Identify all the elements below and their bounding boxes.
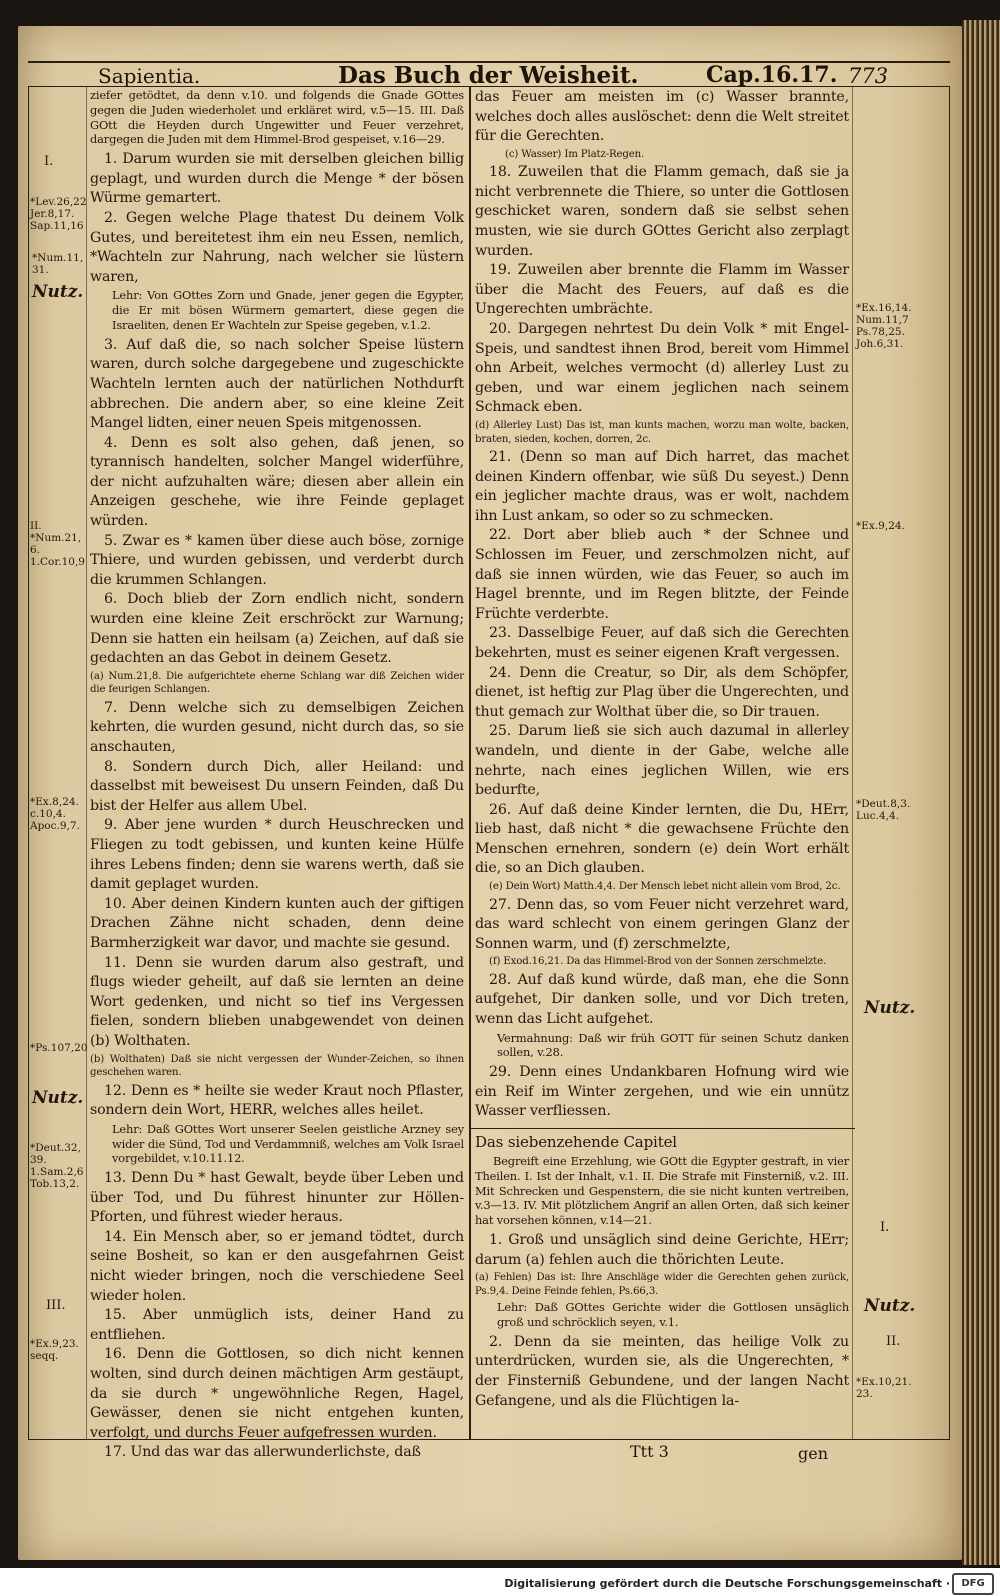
left-margin-ref-lev: *Lev.26,22 Jer.8,17. Sap.11,16 [30, 196, 87, 232]
verse-7: 7. Denn welche sich zu demselbigen Zeichen kehrten, die wurden gesund, nicht durch das, so sie anschauten, [90, 699, 464, 756]
verse-4: 4. Denn es solt also gehen, daß jenen, so tyrannisch handelten, solcher Mangel widerführe, der nicht aufzuhalten wäre; diesen aber allein ein Anzeigen geschehe, wie ihre Feinde geplaget würden. [90, 434, 464, 530]
running-head-chapter: Cap.16.17. [706, 62, 838, 88]
footnote-b: (b) Wolthaten) Daß sie nicht vergessen der Wunder-Zeichen, so ihnen geschehen waren. [90, 1053, 464, 1079]
footnote-c: (c) Wasser) Im Platz-Regen. [505, 148, 645, 160]
right-margin-section-II: II. [886, 1334, 901, 1349]
right-margin-section-I: I. [880, 1220, 890, 1235]
verse-17: 17. Und das war das allerwunderlichste, daß [104, 1444, 421, 1461]
right-margin-ref-deut: *Deut.8,3. Luc.4,4. [856, 798, 911, 822]
left-margin-section-III: III. [46, 1298, 66, 1313]
footnote-f: (f) Exod.16,21. Da das Himmel-Brod von der Sonnen zerschmelzte. [489, 956, 827, 968]
verse-8: 8. Sondern durch Dich, aller Heiland: und dasselbst mit beweisest Du unsern Feinden, daß Du bist der Helfer aus allem Ubel. [90, 758, 464, 814]
left-margin-divider [86, 86, 87, 1440]
running-head-title: Das Buch der Weisheit. [338, 62, 639, 89]
chapter-17-verse-1: 1. Groß und unsäglich sind deine Gerichte, HErr; darum (a) fehlen auch die thörichten Leute. [475, 1231, 849, 1268]
left-margin-ref-ps: *Ps.107,20 [30, 1042, 88, 1054]
dfg-logo: DFG [952, 1573, 994, 1595]
verse-18: 18. Zuweilen that die Flamm gemach, daß sie ja nicht verbrennete die Thiere, so unter die Gottlosen geschicket waren, sondern daß sie selbst sehen musten, wie sie durch GOttes Gericht also zerplagt wurden. [475, 164, 849, 259]
right-margin-nutz: Nutz. [864, 998, 916, 1018]
verse-16: 16. Denn die Gottlosen, so dich nicht kennen wolten, sind durch deinen mächtigen Arm gestäupt, da sie durch * ungewöhnliche Regen, Hagel, Gewässer, denen sie nicht entgehen kunten, verfolgt, und durchs Feuer aufgefressen wurden. [90, 1346, 464, 1441]
page-number: 773 [848, 64, 889, 88]
chapter-17-summary: Begreift eine Erzehlung, wie GOtt die Egypter gestraft, in vier Theilen. I. Ist der Inhalt, v.1. II. Die Strafe mit Finsterniß, v.2. III. Mit Schrecken und Gespenstern, die sie nicht kunten vertreiben, v.3—13. IV. Mit plötzlichem Angrif an allen Orten, daß sich keiner hat vorsehen können, v.14—21. [475, 1154, 849, 1228]
verse-5: 5. Zwar es * kamen über diese auch böse, zornige Thiere, und wurden gebissen, und verderbt durch die krummen Schlangen. [90, 532, 464, 588]
right-margin-divider [852, 86, 853, 1440]
verse-13: 13. Denn Du * hast Gewalt, beyde über Leben und über Tod, und Du führest hinunter zur Höllen-Pforten, und führest wieder heraus. [90, 1170, 464, 1226]
verse-1: 1. Darum wurden sie mit derselben gleichen billig geplagt, und wurden durch die Menge * der bösen Würme gemartert. [90, 151, 464, 207]
lehr-note: Lehr: Von GOttes Zorn und Gnade, jener gegen die Egypter, die Er mit bösen Würmern gemartert, diese gegen die Israeliten, denen Er Wachteln zur Speise gegeben, v.1.2. [112, 288, 464, 332]
verse-15: 15. Aber unmüglich ists, deiner Hand zu entfliehen. [90, 1307, 464, 1343]
lehr-note-2: Lehr: Daß GOttes Wort unserer Seelen geistliche Arzney sey wider die Sünd, Tod und Verdammniß, welches am Volk Israel vorgebildet, v.10.11.12. [112, 1121, 464, 1166]
verse-25: 25. Darum ließ sie sich auch dazumal in allerley wandeln, und diente in der Gabe, welche alle nehrte, nach eines jeglichen Willen, wie ers bedurfte, [475, 723, 849, 799]
chapter-17-verse-2: 2. Denn da sie meinten, das heilige Volk zu unterdrücken, wurden sie, als die Ungerechten, * der Finsterniß Gebundene, und der langen Nacht Gefangene, und als die Flüchtigen la- [475, 1333, 849, 1409]
dfg-credit: Digitalisierung gefördert durch die Deutsche Forschungsgemeinschaft · [504, 1577, 950, 1590]
footnote-e: (e) Dein Wort) Matth.4,4. Der Mensch lebet nicht allein vom Brod, 2c. [489, 881, 841, 893]
verse-6: 6. Doch blieb der Zorn endlich nicht, sondern wurden eine kleine Zeit erschröckt zur Warnung; Denn sie hatten ein heilsam (a) Zeichen, auf daß sie gedachten an das Gebot in deinem Gesetz. [90, 591, 464, 667]
right-margin-ref-ex16: *Ex.16,14. Num.11,7 Ps.78,25. Joh.6,31. [856, 302, 912, 350]
footnote-d: (d) Allerley Lust) Das ist, man kunts machen, worzu man wolte, backen, braten, sieden, kochen, dorren, 2c. [475, 420, 849, 445]
vermahnung-note: Vermahnung: Daß wir früh GOTT für seinen Schutz danken sollen, v.28. [497, 1030, 849, 1060]
right-margin-ref-ex10: *Ex.10,21. 23. [856, 1376, 912, 1400]
verse-17-continued: das Feuer am meisten im (c) Wasser brannte, welches doch alles auslöschet: denn die Welt streitet für die Gerechten. [475, 89, 849, 145]
left-margin-nutz-2: Nutz. [32, 1088, 84, 1108]
verse-19: 19. Zuweilen aber brennte die Flamm im Wasser über die Macht des Feuers, auf daß es die Ungerechten umbrächte. [475, 262, 849, 318]
verse-26: 26. Auf daß deine Kinder lernten, die Du, HErr, lieb hast, daß nicht * die gewachsene Früchte den Menschen ernehren, sondern (e) dein Wort erhält die, so an Dich glauben. [475, 801, 849, 877]
verse-22: 22. Dort aber blieb auch * der Schnee und Schlossen im Feuer, und zerschmolzen nicht, auf daß sie innen würden, wie das Feuer, so auch im Hagel brennte, und im Regen blitzte, der Feinde Früchte verderbte. [475, 527, 849, 622]
right-column [475, 88, 849, 1411]
verse-20: 20. Dargegen nehrtest Du dein Volk * mit Engel-Speis, und sandtest ihnen Brod, bereit vom Himmel ohn Arbeit, welches vermocht (d) allerley Lust zu geben, und war einem jeglichen nach seinem Schmack eben. [475, 321, 849, 416]
verse-14: 14. Ein Mensch aber, so er jemand tödtet, durch seine Bosheit, so kan er den ausgefahrnen Geist nicht wieder bringen, noch die verschiedene Seel wieder holen. [90, 1228, 464, 1304]
left-margin-ref-ex9: *Ex.9,23. seqq. [30, 1338, 79, 1362]
chapter-17-footnote-a: (a) Fehlen) Das ist: Ihre Anschläge wider die Gerechten gehen zurück, Ps.9,4. Deine Feinde fehlen, Ps.66,3. [475, 1272, 849, 1297]
verse-3: 3. Auf daß die, so nach solcher Speise lüstern waren, durch solche dargegebene und zugeschickte Wachteln lernten auch der natürlichen Nothdurft abbrechen. Die andern aber, so eine kleine Zeit Mangel lidten, einer neuen Speis mitgenossen. [90, 336, 464, 432]
book-page [18, 26, 962, 1560]
left-margin-section-II: II. *Num.21, 6. 1.Cor.10,9 [30, 520, 85, 568]
catchword: gen [798, 1444, 829, 1463]
verse-23: 23. Dasselbige Feuer, auf daß sich die Gerechten bekehrten, must es seiner eigenen Kraft vergessen. [475, 625, 849, 661]
chapter-divider [469, 1128, 855, 1129]
chapter-17-lehr: Lehr: Daß GOttes Gerichte wider die Gottlosen unsäglich groß und schröcklich seyen, v.1. [497, 1300, 849, 1329]
verse-12: 12. Denn es * heilte sie weder Kraut noch Pflaster, sondern dein Wort, HERR, welches alles heilet. [90, 1082, 464, 1119]
chapter-summary-tail: ziefer getödtet, da denn v.10. und folgends die Gnade GOttes gegen die Juden wiederholet und erkläret wird, v.5—15. III. Daß GOtt die Heyden durch Ungewitter und Feuer verzehret, dargegen die Juden mit dem Himmel-Brod gespeiset, v.16—29. [90, 88, 464, 147]
right-margin-nutz-2: Nutz. [864, 1296, 916, 1316]
running-head-left: Sapientia. [98, 64, 201, 88]
verse-21: 21. (Denn so man auf Dich harret, das machet deinen Kindern offenbar, wie süß Du seyest.) Denn ein jeglicher machte draus, was er wolt, nachdem ihn Lust ankam, so oder so zu schmecken. [475, 449, 849, 524]
left-margin-section-I: I. [44, 154, 54, 169]
right-margin-ref-ex9: *Ex.9,24. [856, 520, 905, 532]
verse-9: 9. Aber jene wurden * durch Heuschrecken und Fliegen zu todt gebissen, und kunten keine Hülfe ihres Lebens finden; denn sie warens werth, daß sie damit geplaget wurden. [90, 817, 464, 893]
column-divider [469, 86, 471, 1440]
left-margin-ref-deut: *Deut.32, 39. 1.Sam.2,6 Tob.13,2. [30, 1142, 84, 1190]
left-margin-ref-num: *Num.11, 31. [32, 252, 84, 276]
verse-10: 10. Aber deinen Kindern kunten auch der giftigen Drachen Zähne nicht schaden, denn deine Barmherzigkeit war davor, und machte sie gesund. [90, 895, 464, 951]
left-margin-nutz: Nutz. [32, 282, 84, 302]
verse-28: 28. Auf daß kund würde, daß man, ehe die Sonn aufgehet, Dir danken solle, und vor Dich treten, wenn das Licht aufgehet. [475, 971, 849, 1028]
left-column [90, 88, 464, 1463]
left-margin-ref-ex: *Ex.8,24. c.10,4. Apoc.9,7. [30, 796, 80, 832]
verse-27: 27. Denn das, so vom Feuer nicht verzehret ward, das ward schlecht von einem geringen Glanz der Sonnen warm, und (f) zerschmelzte, [475, 896, 849, 952]
verse-24: 24. Denn die Creatur, so Dir, als dem Schöpfer, dienet, ist heftig zur Plag über die Ungerechten, und thut gemach zur Wolthat über die, so Dir trauen. [475, 664, 849, 720]
book-spine-edge [962, 20, 1000, 1565]
verse-29: 29. Denn eines Undankbaren Hofnung wird wie ein Reif im Winter zergehen, und wie ein unnütz Wasser verfliessen. [475, 1064, 849, 1120]
verse-11: 11. Denn sie wurden darum also gestraft, und flugs wieder geheilt, auf daß sie lernten an deine Wort gedenken, und nicht so tief ins Vergessen fielen, sondern blieben unabgewendet von deinen (b) Wolthaten. [90, 954, 464, 1049]
verse-2: 2. Gegen welche Plage thatest Du deinem Volk Gutes, und bereitetest ihm ein neu Essen, nemlich, *Wachteln zur Nahrung, nach welcher sie lüstern waren, [90, 209, 464, 285]
signature-mark: Ttt 3 [630, 1442, 669, 1461]
footnote-a: (a) Num.21,8. Die aufgerichtete eherne Schlang war diß Zeichen wider die feurigen Schlangen. [90, 670, 464, 696]
chapter-17-title: Das siebenzehende Capitel [475, 1133, 677, 1151]
